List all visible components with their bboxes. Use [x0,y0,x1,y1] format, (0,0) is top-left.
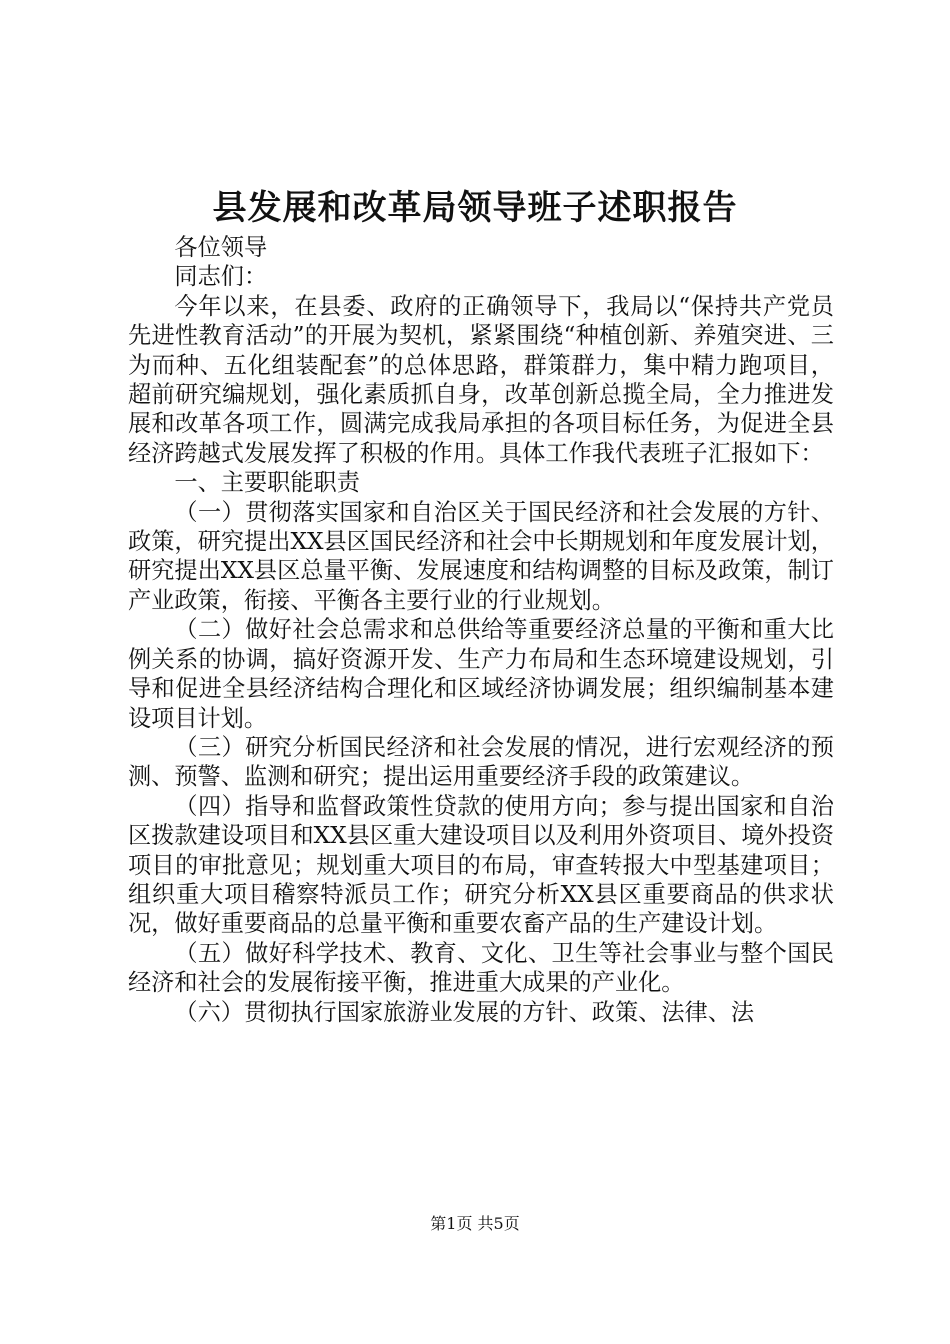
document-body [128,233,834,1027]
duty-item-5: （五）做好科学技术、教育、文化、卫生等社会事业与整个国民经济和社会的发展衔接平衡，推进重大成果的产业化。 [128,939,834,997]
intro-paragraph: 今年以来，在县委、政府的正确领导下，我局以“保持共产党员先进性教育活动”的开展为契机，紧紧围绕“种植创新、养殖突进、三为而种、五化组装配套”的总体思路，群策群力，集中精力跑项目，超前研究编规划，强化素质抓自身，改革创新总揽全局，全力推进发展和改革各项工作，圆满完成我局承担的各项目标任务，为促进全县经济跨越式发展发挥了积极的作用。具体工作我代表班子汇报如下： [128,292,834,467]
duty-item-1: （一）贯彻落实国家和自治区关于国民经济和社会发展的方针、政策，研究提出XX县区国民经济和社会中长期规划和年度发展计划，研究提出XX县区总量平衡、发展速度和结构调整的目标及政策，制订产业政策，衔接、平衡各主要行业的行业规划。 [128,498,834,614]
section-heading: 一、主要职能职责 [174,469,360,497]
duty-item-2: （二）做好社会总需求和总供给等重要经济总量的平衡和重大比例关系的协调，搞好资源开发、生产力布局和生态环境建设规划，引导和促进全县经济结构合理化和区域经济协调发展；组织编制基本建设项目计划。 [128,616,834,732]
page-footer [0,1212,950,1236]
duty-item-4: （四）指导和监督政策性贷款的使用方向；参与提出国家和自治区拨款建设项目和XX县区重大建设项目以及利用外资项目、境外投资项目的审批意见；规划重大项目的布局，审查转报大中型基建项目；组织重大项目稽察特派员工作；研究分析XX县区重要商品的供求状况，做好重要商品的总量平衡和重要农畜产品的生产建设计划。 [128,792,834,938]
document-title: 县发展和改革局领导班子述职报告 [212,188,738,228]
salutation-comrades: 同志们： [174,263,268,291]
salutation-leaders: 各位领导 [174,234,268,261]
page-indicator: 第1页 共5页 [430,1214,520,1233]
duty-item-3: （三）研究分析国民经济和社会发展的情况，进行宏观经济的预测、预警、监测和研究；提出运用重要经济手段的政策建议。 [128,733,834,791]
duty-item-6: （六）贯彻执行国家旅游业发展的方针、政策、法律、法 [174,998,755,1026]
